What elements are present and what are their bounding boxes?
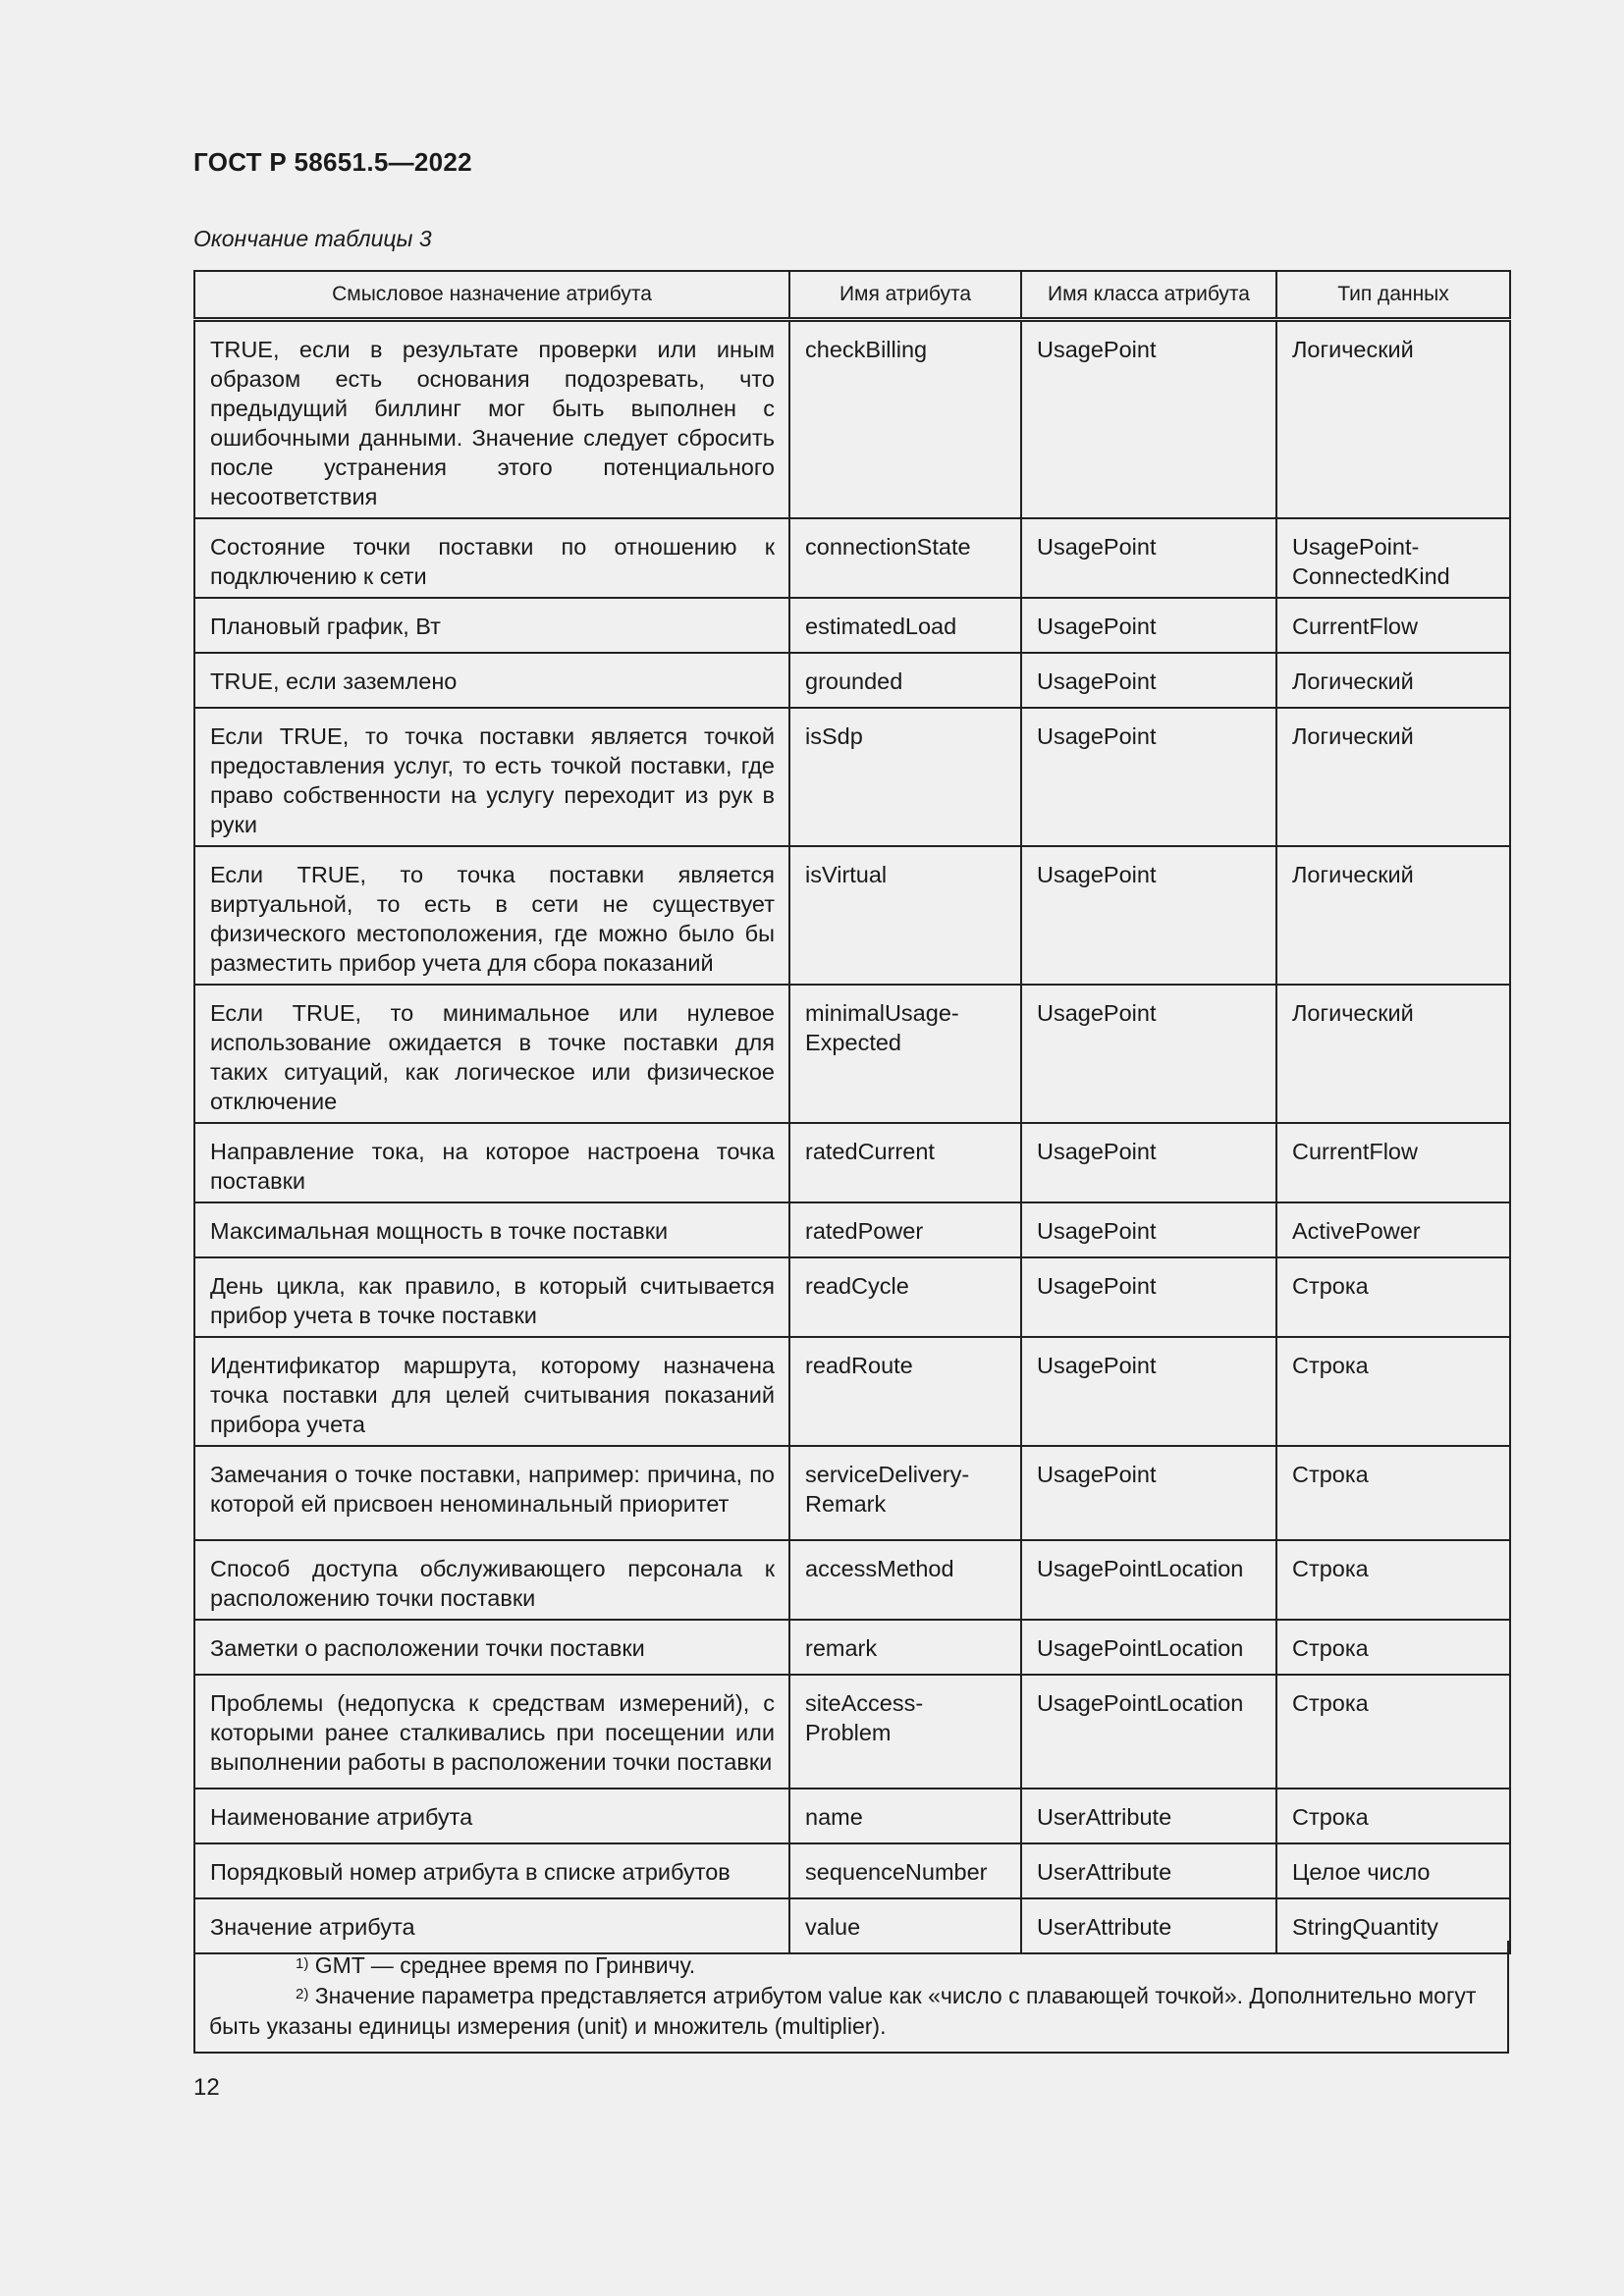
cell-class-name: UsagePoint — [1021, 598, 1276, 653]
table-row — [194, 846, 1510, 985]
cell-attribute-name: accessMethod — [789, 1540, 1021, 1620]
cell-data-type: Строка — [1276, 1620, 1510, 1675]
cell-class-name: UsagePoint — [1021, 653, 1276, 708]
cell-attribute-name: sequenceNumber — [789, 1843, 1021, 1898]
table-row — [194, 1843, 1510, 1898]
cell-class-name: UsagePointLocation — [1021, 1540, 1276, 1620]
cell-purpose: Идентификатор маршрута, которому назначена точка поставки для целей считывания показаний прибора учета — [194, 1337, 789, 1446]
cell-data-type: StringQuantity — [1276, 1898, 1510, 1953]
table-caption: Окончание таблицы 3 — [193, 226, 432, 251]
column-header-class-name: Имя класса атрибута — [1021, 271, 1276, 320]
cell-purpose: Если TRUE, то точка поставки является виртуальной, то есть в сети не существует физического местоположения, где можно было бы разместить прибор учета для сбора показаний — [194, 846, 789, 985]
cell-attribute-name: connectionState — [789, 518, 1021, 598]
column-header-purpose: Смысловое назначение атрибута — [194, 271, 789, 320]
cell-data-type: Строка — [1276, 1257, 1510, 1337]
cell-class-name: UserAttribute — [1021, 1898, 1276, 1953]
table-row — [194, 1675, 1510, 1789]
table-row — [194, 1789, 1510, 1843]
cell-attribute-name: value — [789, 1898, 1021, 1953]
cell-attribute-name: ratedPower — [789, 1202, 1021, 1257]
cell-attribute-name: isSdp — [789, 708, 1021, 846]
cell-purpose: Максимальная мощность в точке поставки — [194, 1202, 789, 1257]
cell-attribute-name: estimatedLoad — [789, 598, 1021, 653]
cell-data-type: Логический — [1276, 653, 1510, 708]
cell-attribute-name: checkBilling — [789, 320, 1021, 519]
table-row — [194, 1123, 1510, 1202]
cell-class-name: UsagePointLocation — [1021, 1620, 1276, 1675]
table-row — [194, 653, 1510, 708]
table-row — [194, 985, 1510, 1123]
cell-purpose: Порядковый номер атрибута в списке атрибутов — [194, 1843, 789, 1898]
cell-purpose: Плановый график, Вт — [194, 598, 789, 653]
document-header: ГОСТ Р 58651.5—2022 — [193, 147, 472, 177]
cell-attribute-name: minimalUsage-Expected — [789, 985, 1021, 1123]
cell-class-name: UsagePointLocation — [1021, 1675, 1276, 1789]
cell-data-type: UsagePoint-ConnectedKind — [1276, 518, 1510, 598]
cell-data-type: CurrentFlow — [1276, 1123, 1510, 1202]
table-row — [194, 598, 1510, 653]
table-row — [194, 708, 1510, 846]
cell-data-type: Строка — [1276, 1337, 1510, 1446]
cell-class-name: UsagePoint — [1021, 708, 1276, 846]
cell-purpose: Значение атрибута — [194, 1898, 789, 1953]
cell-class-name: UsagePoint — [1021, 846, 1276, 985]
cell-class-name: UsagePoint — [1021, 320, 1276, 519]
cell-purpose: TRUE, если в результате проверки или иным образом есть основания подозревать, что предыдущий биллинг мог быть выполнен с ошибочными данными. Значение следует сбросить после устранения этого потенциального несоответствия — [194, 320, 789, 519]
cell-purpose: Способ доступа обслуживающего персонала к расположению точки поставки — [194, 1540, 789, 1620]
cell-class-name: UsagePoint — [1021, 1446, 1276, 1540]
cell-purpose: Наименование атрибута — [194, 1789, 789, 1843]
cell-data-type: CurrentFlow — [1276, 598, 1510, 653]
footnote-2 — [209, 1981, 1493, 2042]
column-header-attribute-name: Имя атрибута — [789, 271, 1021, 320]
table-row — [194, 1620, 1510, 1675]
cell-attribute-name: readRoute — [789, 1337, 1021, 1446]
table-header-row — [194, 271, 1510, 320]
cell-purpose: Направление тока, на которое настроена точка поставки — [194, 1123, 789, 1202]
footnote-text: GMT — среднее время по Гринвичу. — [314, 1952, 696, 1978]
table-footnotes — [193, 1941, 1509, 2054]
table-row — [194, 518, 1510, 598]
table-body — [194, 320, 1510, 1954]
cell-data-type: Логический — [1276, 985, 1510, 1123]
cell-data-type: Логический — [1276, 846, 1510, 985]
footnote-mark: 2) — [296, 1986, 309, 2002]
cell-class-name: UsagePoint — [1021, 518, 1276, 598]
cell-attribute-name: grounded — [789, 653, 1021, 708]
cell-attribute-name: serviceDelivery-Remark — [789, 1446, 1021, 1540]
footnote-mark: 1) — [296, 1955, 309, 1972]
cell-class-name: UsagePoint — [1021, 1257, 1276, 1337]
column-header-data-type: Тип данных — [1276, 271, 1510, 320]
cell-data-type: ActivePower — [1276, 1202, 1510, 1257]
cell-class-name: UsagePoint — [1021, 1202, 1276, 1257]
cell-purpose: День цикла, как правило, в который считывается прибор учета в точке поставки — [194, 1257, 789, 1337]
cell-purpose: Состояние точки поставки по отношению к подключению к сети — [194, 518, 789, 598]
footnote-1 — [209, 1950, 1493, 1981]
cell-purpose: Заметки о расположении точки поставки — [194, 1620, 789, 1675]
table-row — [194, 1202, 1510, 1257]
cell-attribute-name: name — [789, 1789, 1021, 1843]
cell-data-type: Строка — [1276, 1540, 1510, 1620]
cell-class-name: UsagePoint — [1021, 1337, 1276, 1446]
cell-data-type: Строка — [1276, 1675, 1510, 1789]
page-number: 12 — [193, 2074, 220, 2101]
cell-attribute-name: siteAccess-Problem — [789, 1675, 1021, 1789]
cell-purpose: Если TRUE, то минимальное или нулевое использование ожидается в точке поставки для таких ситуаций, как логическое или физическое отключение — [194, 985, 789, 1123]
cell-data-type: Строка — [1276, 1789, 1510, 1843]
cell-data-type: Целое число — [1276, 1843, 1510, 1898]
cell-purpose: TRUE, если заземлено — [194, 653, 789, 708]
cell-attribute-name: isVirtual — [789, 846, 1021, 985]
cell-class-name: UserAttribute — [1021, 1843, 1276, 1898]
table-row — [194, 1540, 1510, 1620]
cell-purpose: Проблемы (недопуска к средствам измерений), с которыми ранее сталкивались при посещении или выполнении работы в расположении точки поставки — [194, 1675, 789, 1789]
attributes-table — [193, 270, 1511, 1954]
cell-data-type: Логический — [1276, 320, 1510, 519]
cell-purpose: Замечания о точке поставки, например: причина, по которой ей присвоен неноминальный приоритет — [194, 1446, 789, 1540]
cell-purpose: Если TRUE, то точка поставки является точкой предоставления услуг, то есть точкой поставки, где право собственности на услугу переходит из рук в руки — [194, 708, 789, 846]
cell-attribute-name: ratedCurrent — [789, 1123, 1021, 1202]
table-row — [194, 1337, 1510, 1446]
table-row — [194, 320, 1510, 519]
cell-class-name: UserAttribute — [1021, 1789, 1276, 1843]
cell-attribute-name: readCycle — [789, 1257, 1021, 1337]
cell-data-type: Строка — [1276, 1446, 1510, 1540]
cell-class-name: UsagePoint — [1021, 985, 1276, 1123]
footnote-text: Значение параметра представляется атрибутом value как «число с плавающей точкой». Дополнительно могут быть указаны единицы измерения (unit) и множитель (multiplier). — [209, 1983, 1477, 2039]
cell-class-name: UsagePoint — [1021, 1123, 1276, 1202]
cell-attribute-name: remark — [789, 1620, 1021, 1675]
table-row — [194, 1257, 1510, 1337]
cell-data-type: Логический — [1276, 708, 1510, 846]
table-row — [194, 1446, 1510, 1540]
